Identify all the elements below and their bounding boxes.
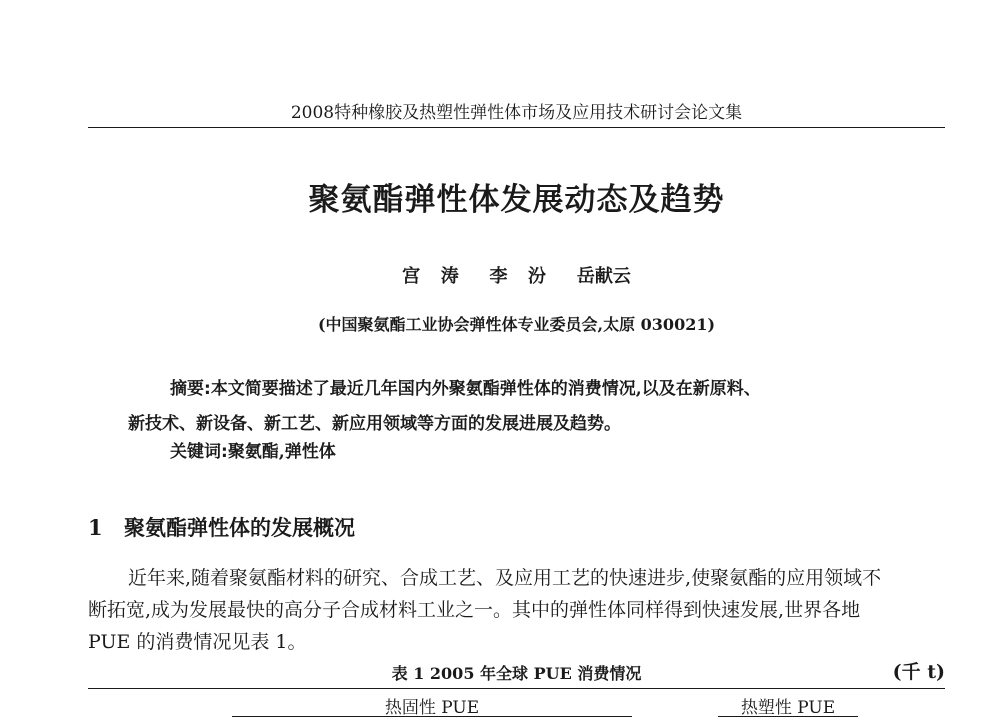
running-header: 2008特种橡胶及热塑性弹性体市场及应用技术研讨会论文集 (290, 103, 743, 123)
author-list: 宫 涛 李 汾 岳献云 (402, 266, 631, 287)
column-group-thermoset: 热固性 PUE (384, 698, 480, 718)
column-group-thermoplastic: 热塑性 PUE (740, 698, 836, 718)
abstract (128, 372, 946, 442)
abstract-line (128, 372, 946, 407)
abstract-text: 本文简要描述了最近几年国内外聚氨酯弹性体的消费情况,以及在新原料、 (210, 379, 761, 399)
body-line: 断拓宽,成为发展最快的高分子合成材料工业之一。其中的弹性体同样得到快速发展,世界各地 (88, 599, 861, 621)
table-caption: 表 1 2005 年全球 PUE 消费情况 (391, 664, 642, 683)
keywords-text: 聚氨酯,弹性体 (227, 442, 336, 462)
table-top-rule (88, 688, 945, 689)
section-heading (88, 512, 355, 542)
body-line: PUE 的消费情况见表 1。 (88, 631, 307, 653)
column-group-rule (232, 716, 632, 717)
body-line: 近年来,随着聚氨酯材料的研究、合成工艺、及应用工艺的快速进步,使聚氨酯的应用领域不 (128, 567, 882, 589)
author-affiliation: (中国聚氨酯工业协会弹性体专业委员会,太原 030021) (317, 315, 716, 334)
keywords (170, 437, 336, 462)
section-title: 聚氨酯弹性体的发展概况 (124, 516, 355, 540)
header-rule (88, 127, 945, 128)
abstract-line: 新技术、新设备、新工艺、新应用领域等方面的发展进展及趋势。 (128, 414, 621, 434)
paper-title: 聚氨酯弹性体发展动态及趋势 (308, 182, 725, 218)
column-group-rule (718, 716, 858, 717)
body-paragraph (88, 562, 946, 658)
section-number: 1 (88, 515, 103, 540)
abstract-label: 摘要: (170, 379, 211, 399)
table-unit: (千 t) (892, 661, 945, 683)
keywords-label: 关键词: (170, 442, 228, 462)
